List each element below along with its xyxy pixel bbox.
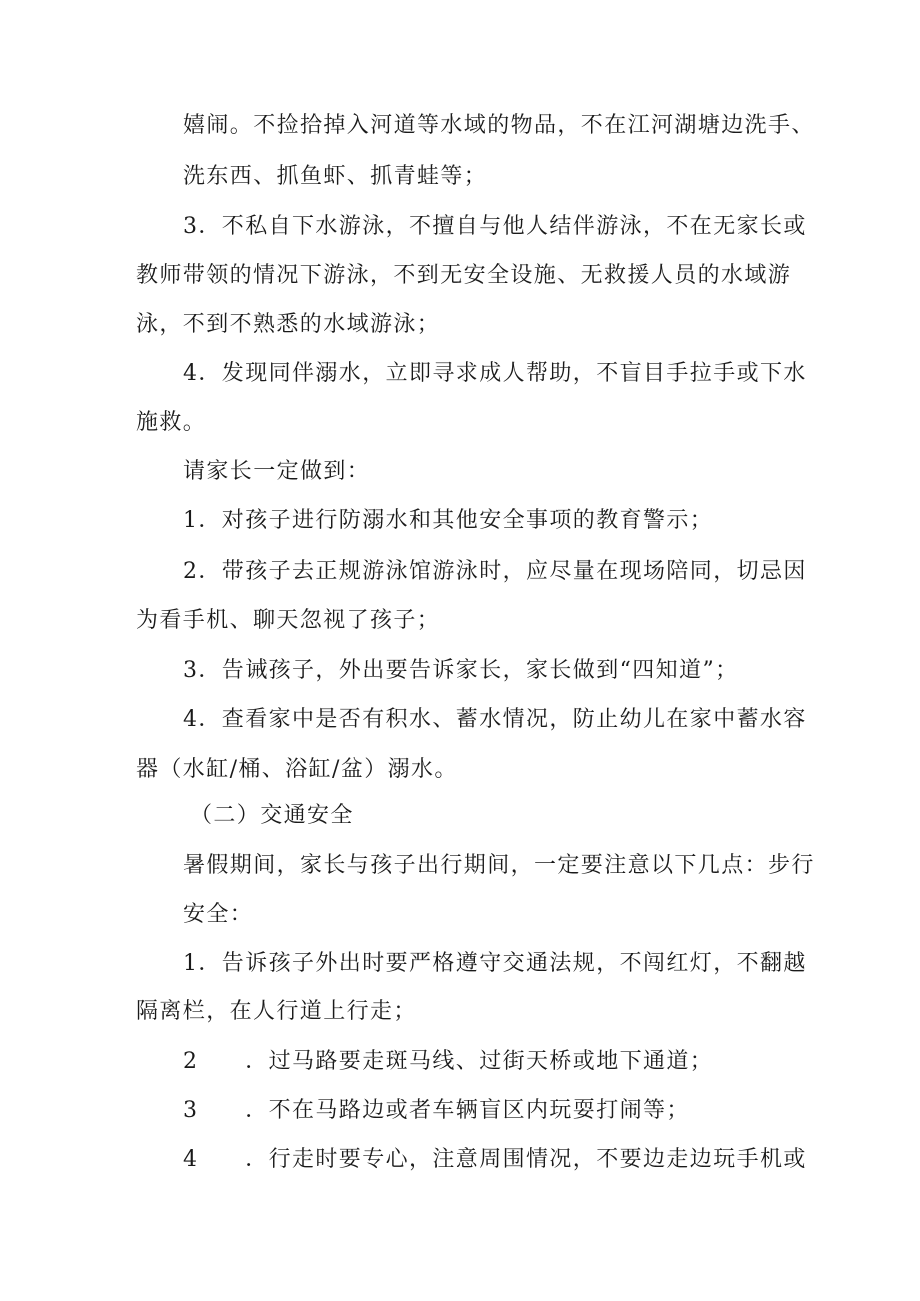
paragraph-line: 施救。 xyxy=(136,410,207,435)
list-item-line: 2．带孩子去正规游泳馆游泳时，应尽量在现场陪同，切忌因 xyxy=(183,559,807,584)
list-item-line: 3．告诫孩子，外出要告诉家长，家长做到“四知道”； xyxy=(183,658,739,683)
paragraph-line: 器（水缸/桶、浴缸/盆）溺水。 xyxy=(136,757,458,782)
paragraph-line: 暑假期间，家长与孩子出行期间，一定要注意以下几点：步行 xyxy=(183,853,815,878)
list-item-line: 1．对孩子进行防溺水和其他安全事项的教育警示； xyxy=(183,508,714,533)
paragraph-line: 隔离栏，在人行道上行走； xyxy=(136,999,417,1024)
paragraph-line: 洗东西、抓鱼虾、抓青蛙等； xyxy=(183,164,488,189)
section-heading: （二）交通安全 xyxy=(190,803,354,828)
list-item-line: 4 ．行走时要专心，注意周围情况，不要边走边玩手机或 xyxy=(183,1147,807,1172)
list-item-line: 4．查看家中是否有积水、蓄水情况，防止幼儿在家中蓄水容 xyxy=(183,707,807,732)
list-item-line: 3．不私自下水游泳，不擅自与他人结伴游泳，不在无家长或 xyxy=(183,214,807,239)
paragraph-line: 安全： xyxy=(183,902,254,927)
paragraph-line: 泳，不到不熟悉的水域游泳； xyxy=(136,312,441,337)
paragraph-line: 教师带领的情况下游泳，不到无安全设施、无救援人员的水域游 xyxy=(136,263,792,288)
paragraph-heading-line: 请家长一定做到： xyxy=(183,459,371,484)
list-item-line: 2 ．过马路要走斑马线、过街天桥或地下通道； xyxy=(183,1049,714,1074)
paragraph-line: 嬉闹。不捡拾掉入河道等水域的物品，不在江河湖塘边洗手、 xyxy=(183,113,815,138)
list-item-line: 3 ．不在马路边或者车辆盲区内玩耍打闹等； xyxy=(183,1098,690,1123)
list-item-line: 1．告诉孩子外出时要严格遵守交通法规，不闯红灯，不翻越 xyxy=(183,951,807,976)
list-item-line: 4．发现同伴溺水，立即寻求成人帮助，不盲目手拉手或下水 xyxy=(183,361,807,386)
paragraph-line: 为看手机、聊天忽视了孩子； xyxy=(136,608,441,633)
